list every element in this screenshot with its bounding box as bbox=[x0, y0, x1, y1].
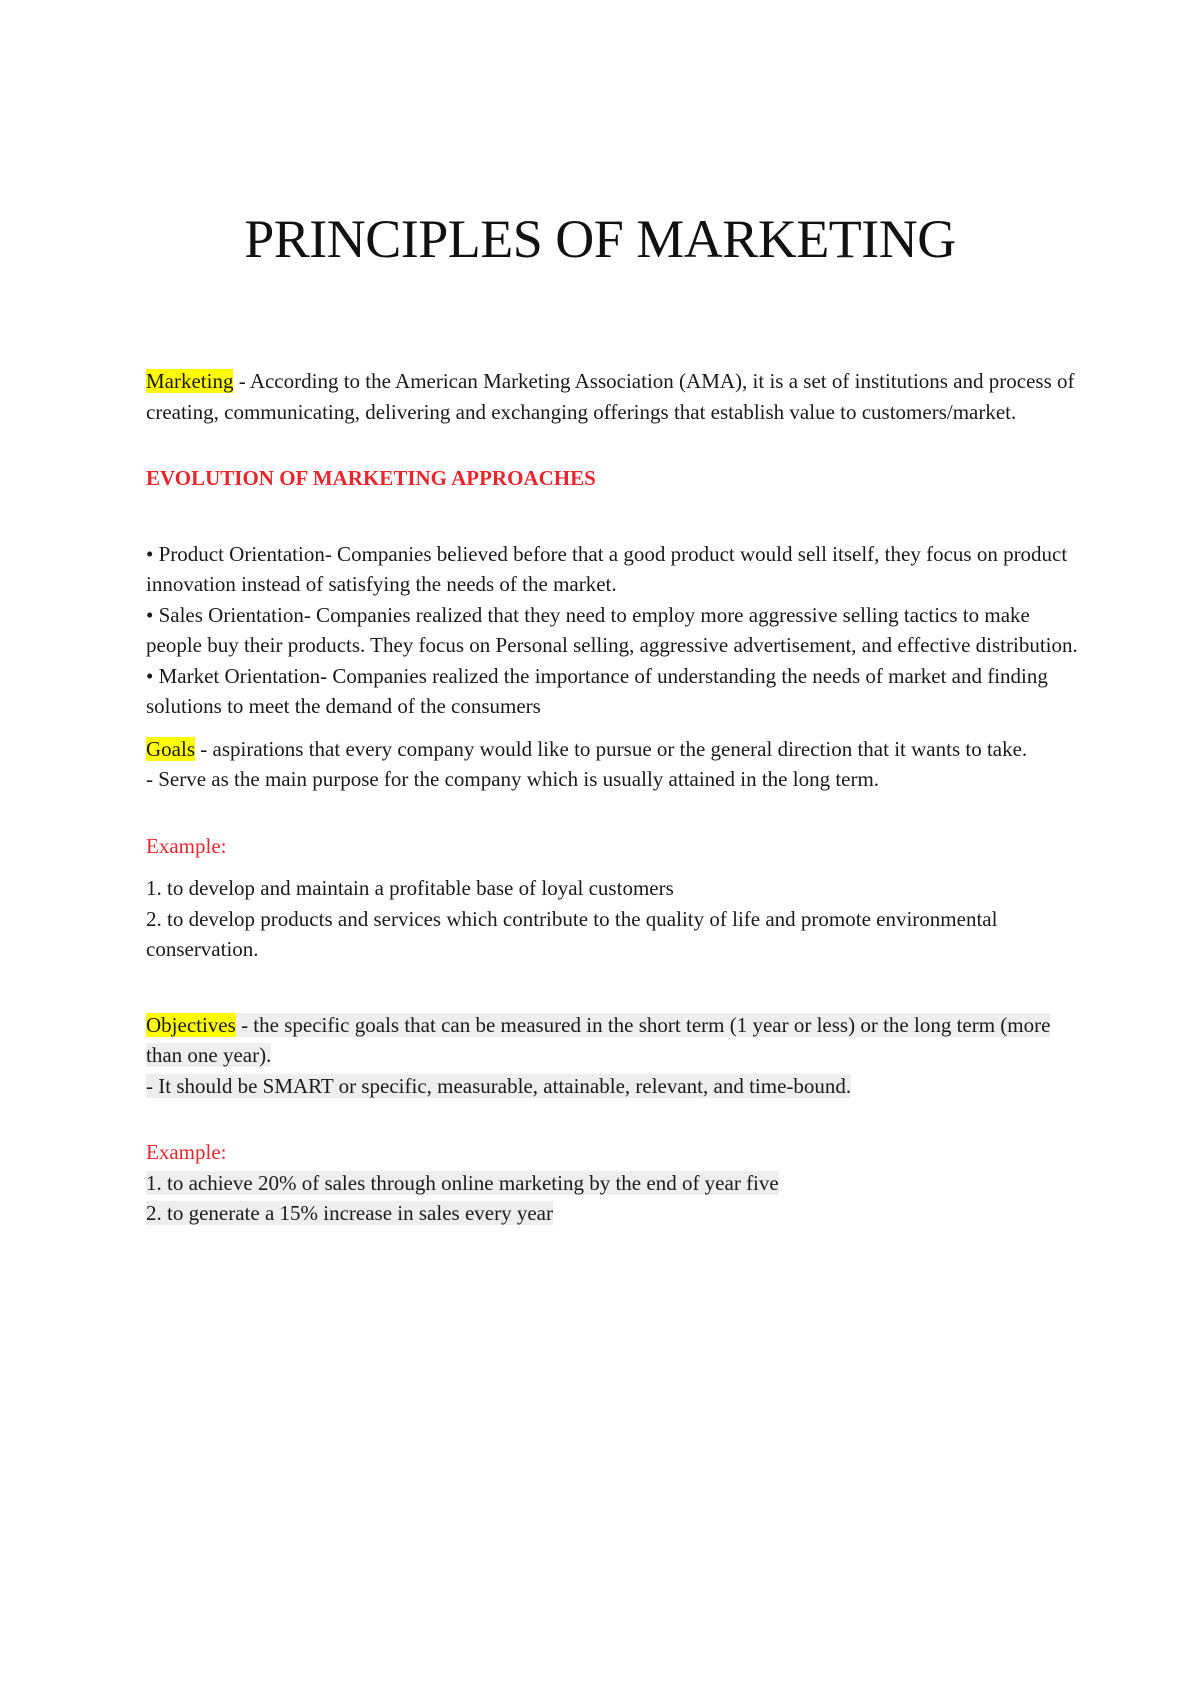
goals-note: - Serve as the main purpose for the company which is usually attained in the long term. bbox=[146, 767, 880, 791]
goals-example-item: 2. to develop products and services which contribute to the quality of life and promote environmental conservation. bbox=[146, 906, 998, 961]
marketing-definition-text: - According to the American Marketing Association (AMA), it is a set of institutions and process of creating, communicating, delivering and exchanging offerings that establish value to customers/market. bbox=[146, 369, 1075, 424]
document-body bbox=[146, 366, 1086, 1229]
goals-definition-text: - aspirations that every company would like to pursue or the general direction that it wants to take. bbox=[195, 736, 1028, 761]
approach-item-market: • Market Orientation- Companies realized the importance of understanding the needs of market and finding solutions to meet the demand of the consumers bbox=[146, 663, 1048, 718]
objectives-definition bbox=[146, 1010, 1086, 1071]
objectives-example-text: 1. to achieve 20% of sales through online marketing by the end of year five bbox=[146, 1170, 779, 1195]
goals-example-list bbox=[146, 873, 1086, 965]
objectives-example-label: Example: bbox=[146, 1140, 227, 1164]
objectives-note-text: - It should be SMART or specific, measurable, attainable, relevant, and time-bound. bbox=[146, 1073, 852, 1098]
approaches-list bbox=[146, 539, 1086, 722]
approach-item-sales: • Sales Orientation- Companies realized that they need to employ more aggressive selling tactics to make people buy their products. They focus on Personal selling, aggressive advertisement, and effective distribution. bbox=[146, 602, 1078, 657]
objectives-example-item bbox=[146, 1168, 1086, 1199]
document-title: PRINCIPLES OF MARKETING bbox=[244, 209, 956, 269]
goals-example-label: Example: bbox=[146, 833, 227, 858]
objectives-note bbox=[146, 1071, 1086, 1102]
marketing-definition bbox=[146, 366, 1086, 427]
objectives-example-text: 2. to generate a 15% increase in sales every year bbox=[146, 1201, 553, 1225]
marketing-term: Marketing bbox=[146, 369, 234, 393]
approach-item-product: • Product Orientation- Companies believed before that a good product would sell itself, they focus on product innovation instead of satisfying the needs of the market. bbox=[146, 541, 1068, 596]
objectives-definition-text: - the specific goals that can be measured in the short term (1 year or less) or the long term (more than one year). bbox=[146, 1012, 1051, 1067]
objectives-term: Objectives bbox=[146, 1012, 236, 1037]
goals-term: Goals bbox=[146, 736, 195, 761]
goals-example-item: 1. to develop and maintain a profitable base of loyal customers bbox=[146, 876, 674, 900]
objectives-example-list bbox=[146, 1168, 1086, 1229]
goals-definition bbox=[146, 734, 1086, 765]
objectives-example-item bbox=[146, 1198, 1086, 1229]
evolution-heading: EVOLUTION OF MARKETING APPROACHES bbox=[146, 466, 596, 490]
